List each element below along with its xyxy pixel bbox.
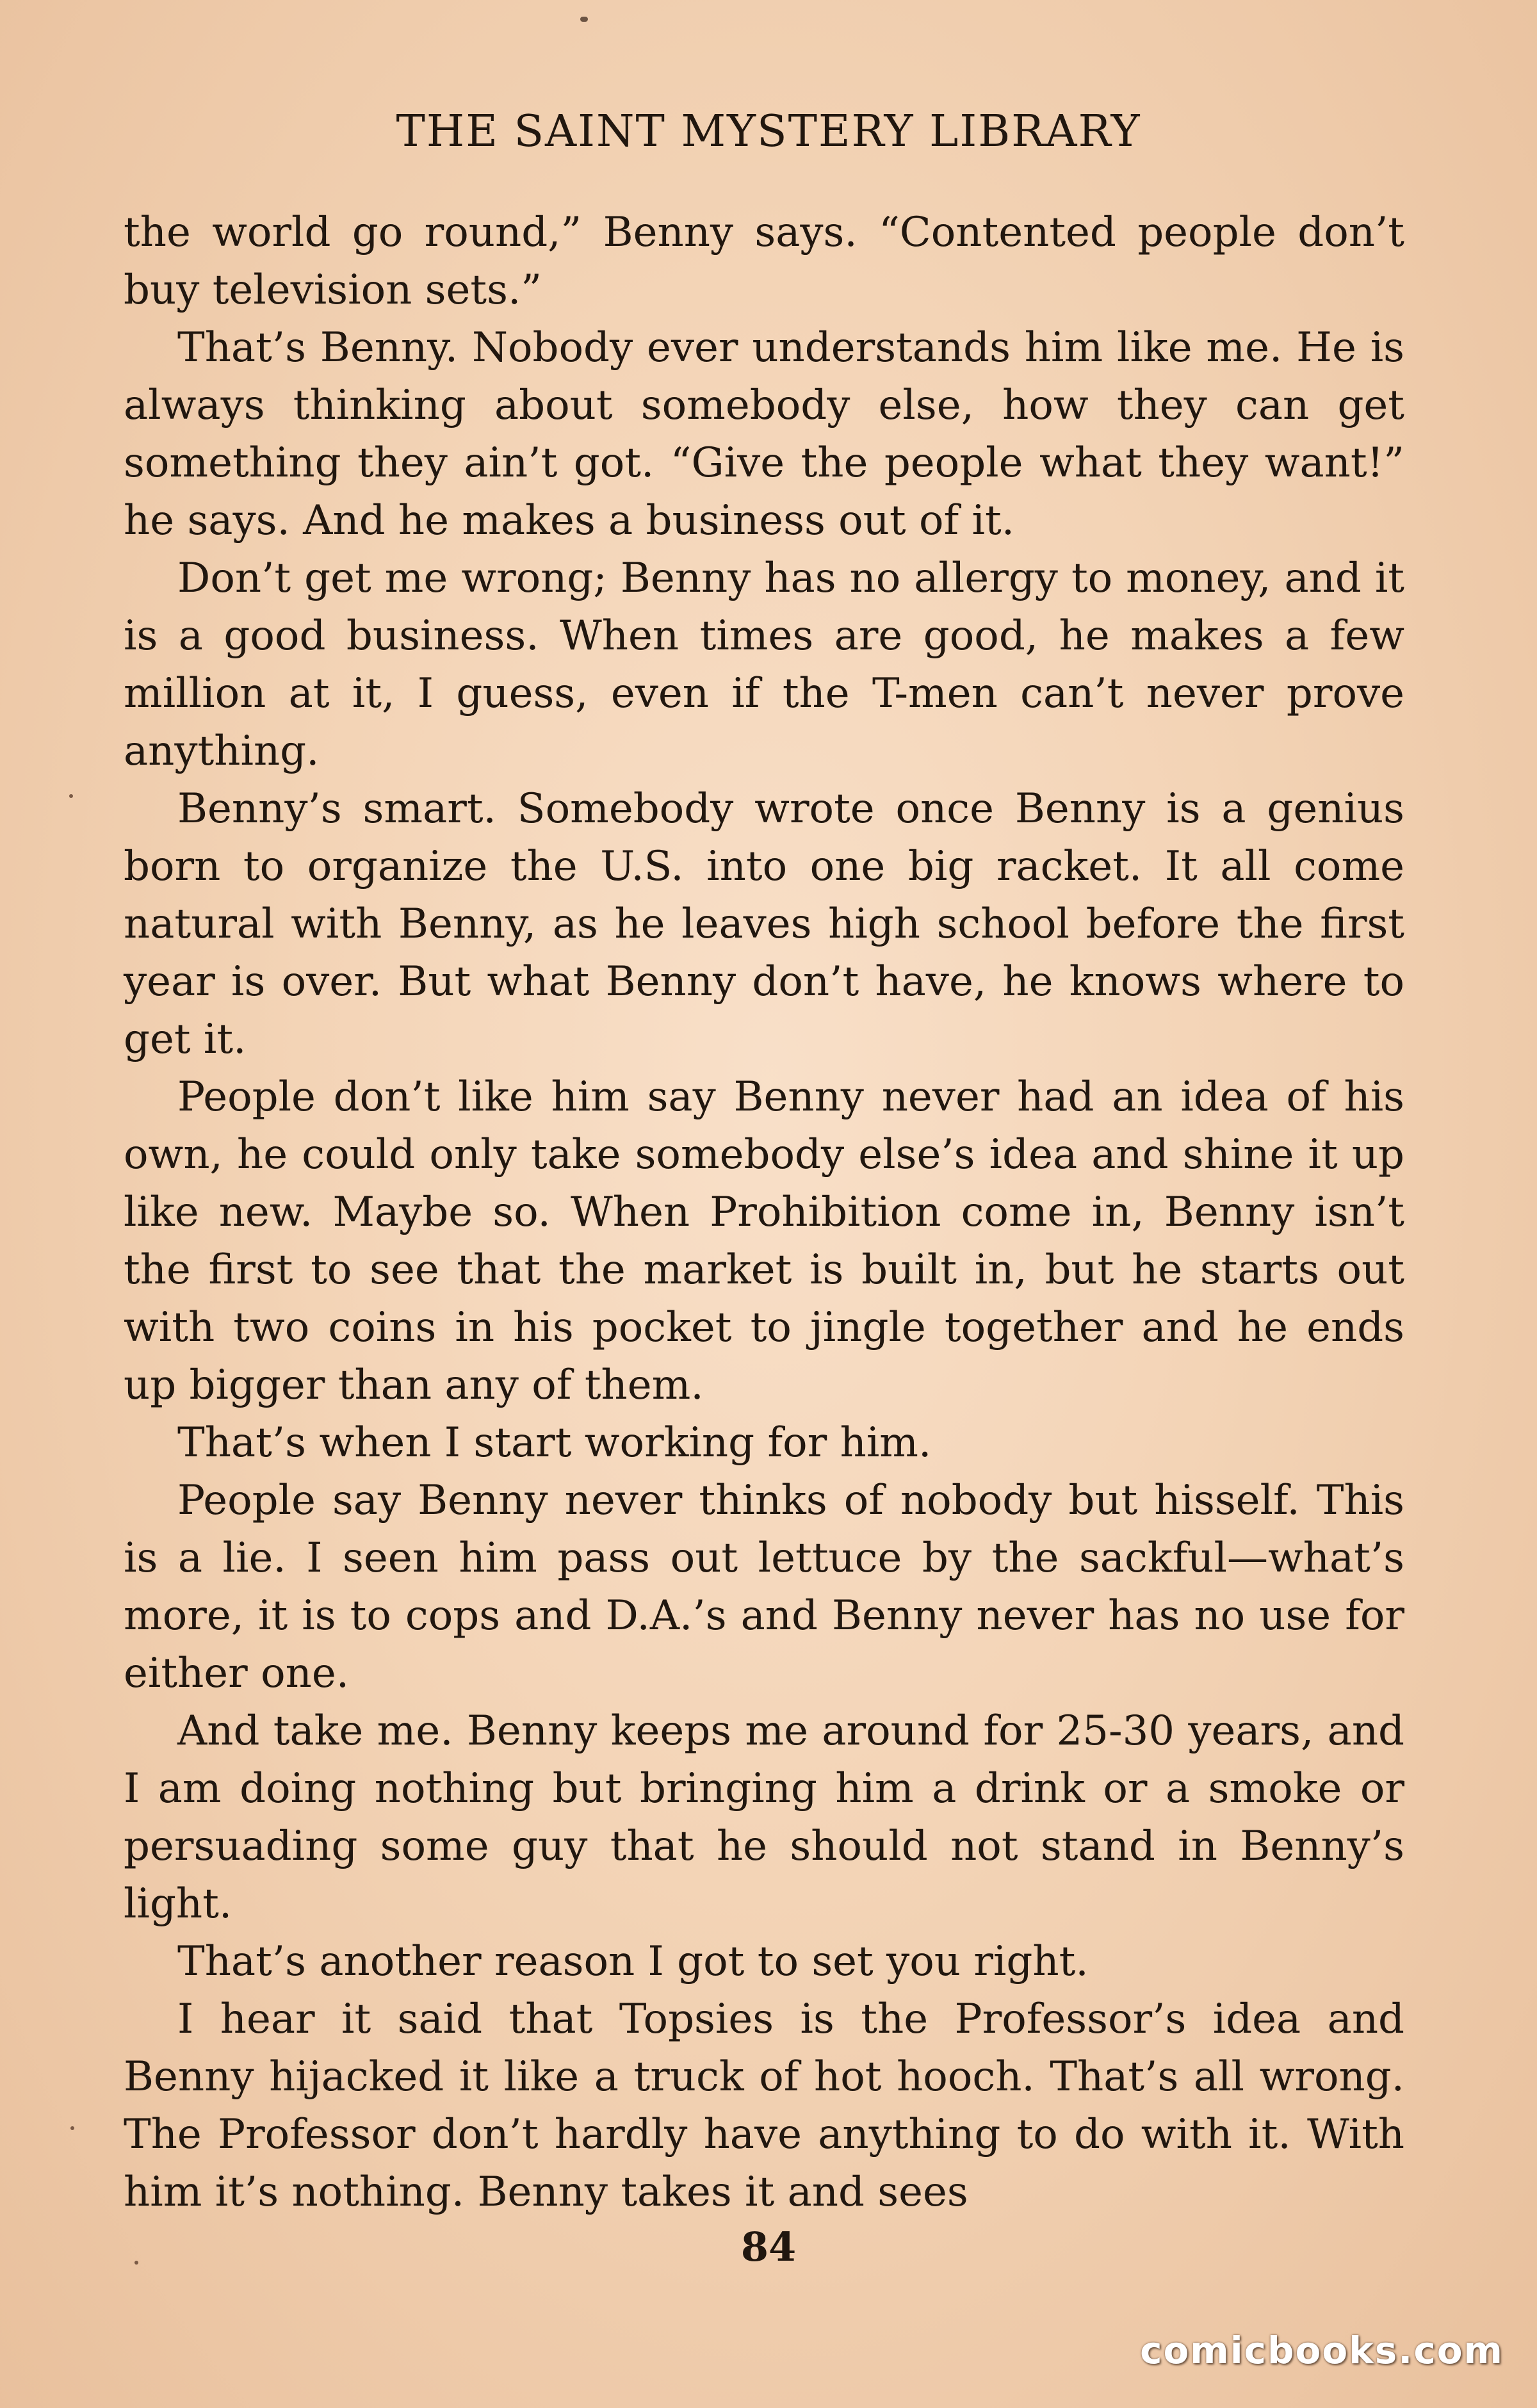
paragraph: That’s Benny. Nobody ever understands him like me. He is always thinking about somebody else, how they can get something they ain’t got. “Give the people what they want!” he says. And he makes a business out of it.: [124, 324, 1404, 544]
body-text: [124, 204, 1404, 2221]
paragraph-continued: the world go round,” Benny says. “Contented people don’t buy television sets.”: [124, 209, 1404, 314]
paper-speck: [69, 794, 73, 798]
paragraph: That’s when I start working for him.: [177, 1419, 932, 1467]
paper-speck: [134, 2261, 138, 2265]
paragraph: I hear it said that Topsies is the Professor’s idea and Benny hijacked it like a truck of hot hooch. That’s all wrong. The Professor don’t hardly have anything to do with it. With him it’s nothing. Benny takes it and sees: [124, 1996, 1404, 2216]
paragraph: Benny’s smart. Somebody wrote once Benny is a genius born to organize the U.S. into one big racket. It all come natural with Benny, as he leaves high school before the first year is over. But what Benny don’t have, he knows where to get it.: [124, 785, 1404, 1063]
paragraph: Don’t get me wrong; Benny has no allergy to money, and it is a good business. When times are good, he makes a few million at it, I guess, even if the T-men can’t never prove anything.: [124, 555, 1404, 775]
printing-speck: [580, 17, 588, 22]
paragraph: People don’t like him say Benny never had an idea of his own, he could only take somebody else’s idea and shine it up like new. Maybe so. When Prohibition come in, Benny isn’t the first to see that the market is built in, but he starts out with two coins in his pocket to jingle together and he ends up bigger than any of them.: [124, 1073, 1404, 1409]
paragraph: People say Benny never thinks of nobody but hisself. This is a lie. I seen him pass out lettuce by the sackful—what’s more, it is to cops and D.A.’s and Benny never has no use for either one.: [124, 1477, 1404, 1697]
paper-speck: [70, 2126, 74, 2130]
running-header-title: THE SAINT MYSTERY LIBRARY: [396, 106, 1141, 157]
paragraph: And take me. Benny keeps me around for 25-30 years, and I am doing nothing but bringing him a drink or a smoke or persuading some guy that he should not stand in Benny’s light.: [124, 1707, 1404, 1928]
page-number: 84: [740, 2224, 797, 2270]
watermark-logo: comicbooks.com: [1140, 2329, 1504, 2372]
paragraph: That’s another reason I got to set you right.: [177, 1938, 1089, 1985]
